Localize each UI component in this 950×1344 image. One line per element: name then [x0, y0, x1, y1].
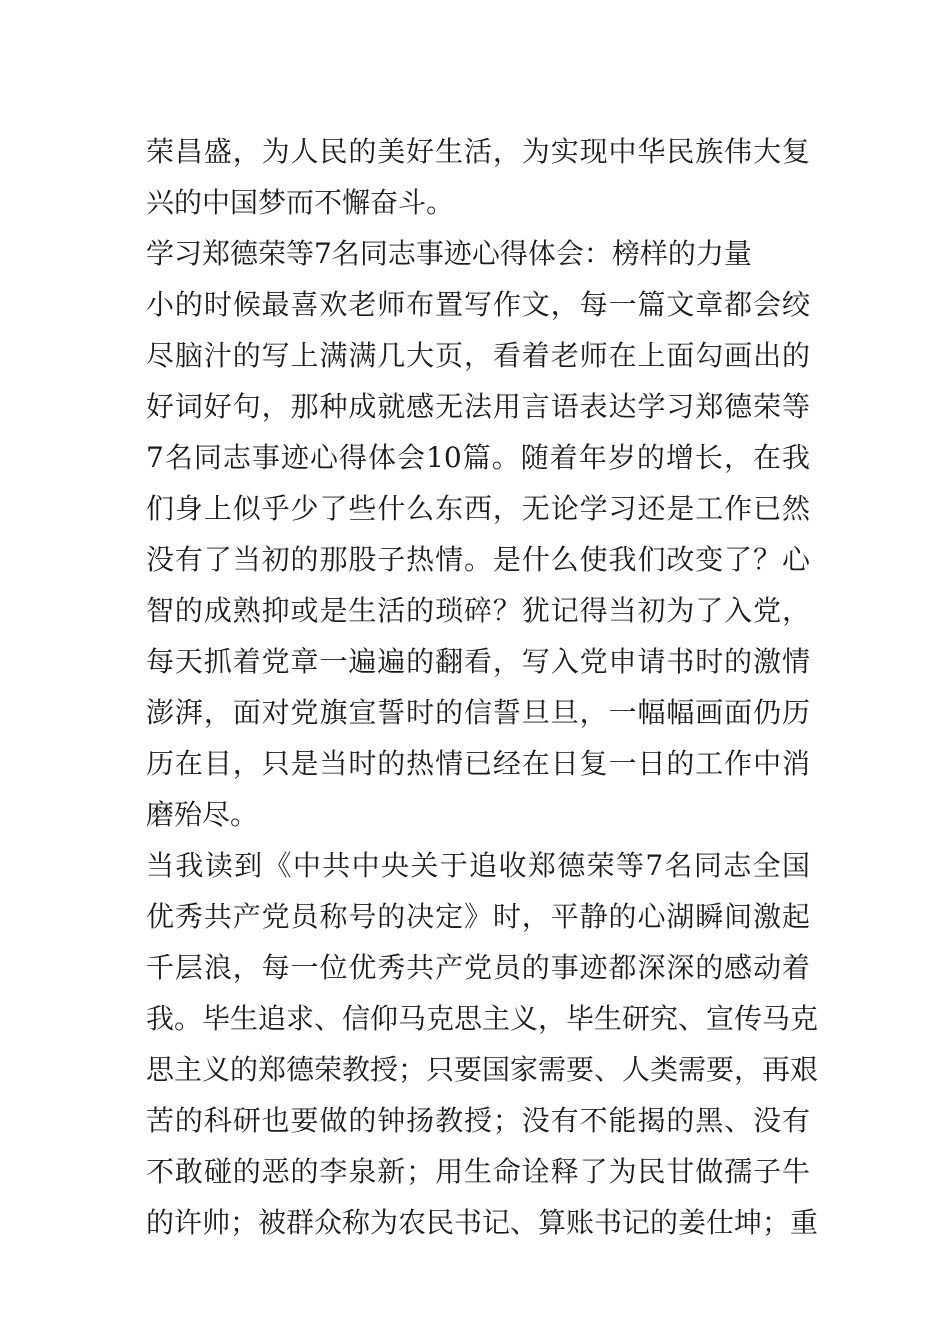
text-line: 7名同志事迹心得体会10篇。随着年岁的增长，在我: [146, 441, 810, 474]
text-line: 思主义的郑德荣教授；只要国家需要、人类需要，再艰: [146, 1053, 819, 1086]
document-body: [146, 126, 819, 1248]
text-line: 小的时候最喜欢老师布置写作文，每一篇文章都会绞: [146, 288, 810, 321]
text-line: 我。毕生追求、信仰马克思主义，毕生研究、宣传马克: [146, 1002, 819, 1035]
text-line: 千层浪，每一位优秀共产党员的事迹都深深的感动着: [146, 951, 810, 984]
text-line: 好词好句，那种成就感无法用言语表达学习郑德荣等: [146, 390, 810, 423]
text-line: 荣昌盛，为人民的美好生活，为实现中华民族伟大复: [146, 135, 810, 168]
text-line: 的许帅；被群众称为农民书记、算账书记的姜仕坤；重: [146, 1206, 819, 1239]
text-line: 澎湃，面对党旗宣誓时的信誓旦旦，一幅幅画面仍历: [146, 696, 810, 729]
text-line: 们身上似乎少了些什么东西，无论学习还是工作已然: [146, 492, 810, 525]
text-line: 智的成熟抑或是生活的琐碎？犹记得当初为了入党，: [146, 594, 810, 627]
text-line: 没有了当初的那股子热情。是什么使我们改变了？心: [146, 543, 810, 576]
text-line: 兴的中国梦而不懈奋斗。: [146, 186, 455, 219]
text-line: 当我读到《中共中央关于追收郑德荣等7名同志全国: [146, 849, 810, 882]
text-line: 不敢碰的恶的李泉新；用生命诠释了为民甘做孺子牛: [146, 1155, 810, 1188]
text-line: 优秀共产党员称号的决定》时，平静的心湖瞬间激起: [146, 900, 810, 933]
section-heading: 学习郑德荣等7名同志事迹心得体会：榜样的力量: [146, 237, 752, 270]
text-line: 每天抓着党章一遍遍的翻看，写入党申请书时的激情: [146, 645, 810, 678]
text-line: 磨殆尽。: [146, 798, 259, 831]
text-line: 苦的科研也要做的钟扬教授；没有不能揭的黑、没有: [146, 1104, 810, 1137]
text-line: 尽脑汁的写上满满几大页，看着老师在上面勾画出的: [146, 339, 810, 372]
text-line: 历在目，只是当时的热情已经在日复一日的工作中消: [146, 747, 810, 780]
